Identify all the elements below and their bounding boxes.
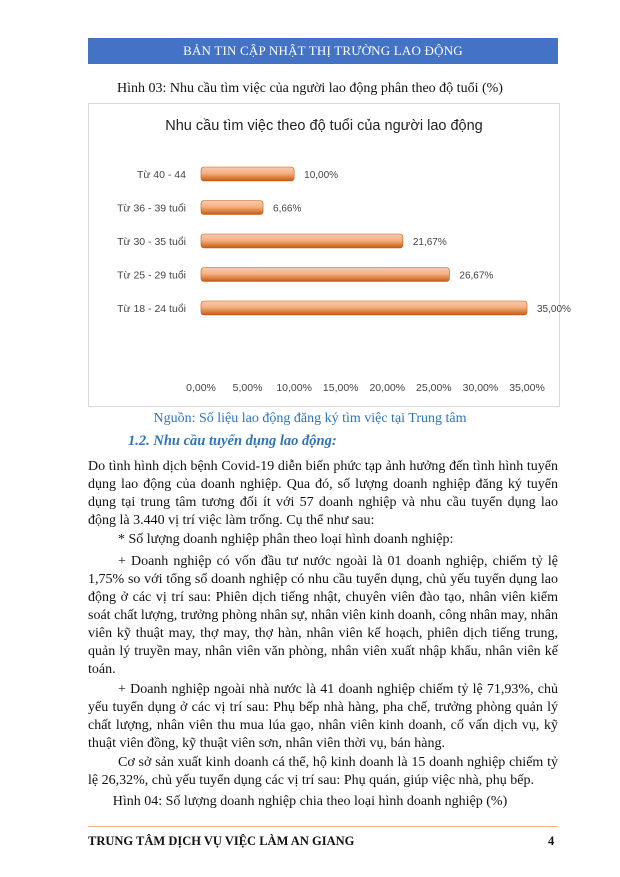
figure-3-source: Nguồn: Số liệu lao động đăng ký tìm việc tại Trung tâm — [153, 411, 467, 426]
x-tick-label: 35,00% — [509, 382, 545, 394]
page-header: BẢN TIN CẬP NHẬT THỊ TRƯỜNG LAO ĐỘNG — [88, 38, 558, 64]
page-number: 4 — [548, 834, 555, 848]
x-tick-label: 15,00% — [322, 382, 359, 394]
x-tick-label: 0,00% — [186, 382, 216, 394]
value-label: 6,66% — [273, 203, 302, 215]
age-bar-chart — [88, 103, 571, 407]
value-label: 35,00% — [537, 304, 571, 315]
category-label: Từ 36 - 39 tuổi — [117, 202, 186, 215]
figure-4-caption: Hình 04: Số lượng doanh nghiệp chia theo loại hình doanh nghiệp (%) — [112, 794, 508, 809]
x-tick-label: 20,00% — [369, 382, 406, 394]
x-tick-label: 10,00% — [276, 382, 312, 394]
chart-title: Nhu cầu tìm việc theo độ tuổi của người lao động — [165, 118, 483, 134]
bar — [201, 234, 403, 248]
paragraph-enterprise-type: * Số lượng doanh nghiệp phân theo loại hình doanh nghiệp: — [118, 532, 454, 547]
value-label: 26,67% — [459, 270, 494, 282]
value-label: 10,00% — [304, 170, 339, 181]
footer-divider — [88, 826, 558, 827]
paragraph-foreign-enterprise: + Doanh nghiệp có vốn đầu tư nước ngoài là 01 doanh nghiệp, chiếm tỷ lệ 1,75% so với tổng số doanh nghiệp có nhu cầu tuyển dụng, chủ yếu tuyển dụng lao động ở các vị trí sau: Phiên dịch tiếng nhật, chuyên viên đào tạo, nhân viên kiểm soát chất lượng, trưởng phòng nhân sự, nhân viên kinh doanh, công nhân may, nhân viên kỹ thuật may, thợ may, thợ hàn, nhân viên kế hoạch, phiên dịch tiếng trung, quản lý truyền may, nhân viên văn phòng, nhân viên xuất nhập khẩu, nhân viên kế toán. — [88, 554, 558, 677]
paragraph-intro: Do tình hình dịch bệnh Covid-19 diễn biến phức tạp ảnh hưởng đến tình hình tuyển dụng lao động của doanh nghiệp. Qua đó, số lượng doanh nghiệp đăng ký tuyển dụng tại trung tâm tương đối ít với 57 doanh nghiệp và nhu cầu tuyển dụng lao động là 3.440 vị trí việc làm trống. Cụ thể như sau: — [88, 459, 558, 528]
category-label: Từ 40 - 44 — [136, 169, 186, 181]
category-label: Từ 18 - 24 tuổi — [117, 303, 186, 315]
paragraph-household-business: Cơ sở sản xuất kinh doanh cá thể, hộ kinh doanh là 15 doanh nghiệp chiếm tỷ lệ 26,32%, chủ yếu tuyển dụng các vị trí sau: Phụ quán, giúp việc nhà, phụ bếp. — [88, 755, 558, 788]
category-label: Từ 30 - 35 tuổi — [117, 236, 186, 248]
value-label: 21,67% — [412, 237, 447, 248]
bar — [201, 167, 294, 181]
x-tick-label: 25,00% — [416, 382, 452, 394]
category-label: Từ 25 - 29 tuổi — [117, 269, 186, 282]
footer-organization: TRUNG TÂM DỊCH VỤ VIỆC LÀM AN GIANG — [88, 834, 355, 848]
x-tick-label: 5,00% — [232, 382, 263, 394]
section-heading: 1.2. Nhu cầu tuyển dụng lao động: — [128, 433, 337, 449]
bar — [201, 301, 527, 315]
figure-3-caption: Hình 03: Nhu cầu tìm việc của người lao động phân theo độ tuổi (%) — [117, 81, 503, 96]
x-tick-label: 30,00% — [462, 382, 499, 394]
bar — [201, 268, 449, 282]
paragraph-private-enterprise: + Doanh nghiệp ngoài nhà nước là 41 doanh nghiệp chiếm tỷ lệ 71,93%, chủ yếu tuyển dụng ở các vị trí sau: Phụ bếp nhà hàng, pha chế, trưởng phòng quản lý chất lượng, nhân viên thu mua lúa gạo, nhân viên kinh doanh, cố vấn dịch vụ, kỹ thuật viên đồng, kỹ thuật viên sơn, nhân viên thời vụ, bán hàng. — [88, 682, 558, 751]
chart-svg — [89, 104, 571, 406]
bar — [201, 201, 263, 215]
